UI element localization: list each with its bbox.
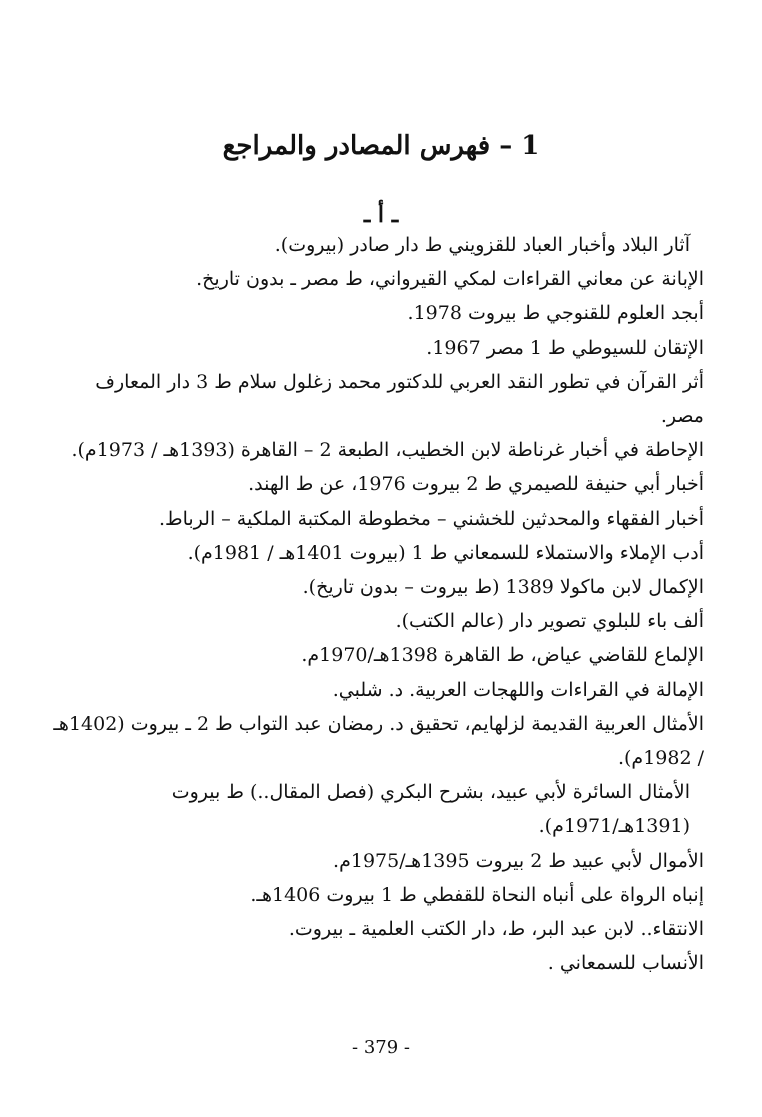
bibliography-entry: الإتقان للسيوطي ط 1 مصر 1967. — [426, 336, 704, 359]
page-title: 1 – فهرس المصادر والمراجع — [222, 131, 540, 161]
bibliography-entry: أثر القرآن في تطور النقد العربي للدكتور محمد زغلول سلام ط 3 دار المعارف مصر. — [95, 370, 704, 428]
bibliography-entry: الإكمال لابن ماكولا 1389 (ط بيروت – بدون تاريخ). — [302, 576, 704, 599]
page-number: - 379 - — [352, 1037, 410, 1058]
bibliography-entry: ألف باء للبلوي تصوير دار (عالم الكتب). — [395, 610, 704, 633]
bibliography-entry: أخبار الفقهاء والمحدثين للخشني – مخطوطة المكتبة الملكية – الرباط. — [158, 507, 704, 530]
section-letter-heading: ـ أ ـ — [363, 202, 399, 228]
bibliography-entry: أدب الإملاء والاستملاء للسمعاني ط 1 (بيروت 1401هـ / 1981م). — [187, 541, 704, 564]
bibliography-entry: الإبانة عن معاني القراءات لمكي القيرواني، ط مصر ـ بدون تاريخ. — [196, 268, 704, 291]
bibliography-entry: آثار البلاد وأخبار العباد للقزويني ط دار صادر (بيروت). — [274, 234, 690, 256]
bibliography-entry: الإمالة في القراءات واللهجات العربية. د. شلبي. — [332, 678, 704, 701]
bibliography-entry: الأمثال العربية القديمة لزلهايم، تحقيق د. رمضان عبد التواب ط 2 ـ بيروت (1402هـ / 1982م). — [53, 712, 704, 770]
bibliography-entry: أبجد العلوم للقنوجي ط بيروت 1978. — [407, 302, 704, 325]
bibliography-entry: الانتقاء.. لابن عبد البر، ط، دار الكتب العلمية ـ بيروت. — [288, 918, 704, 941]
bibliography-entry: الأموال لأبي عبيد ط 2 بيروت 1395هـ/1975م. — [333, 849, 704, 872]
bibliography-entry: الإحاطة في أخبار غرناطة لابن الخطيب، الطبعة 2 – القاهرة (1393هـ / 1973م). — [71, 439, 704, 462]
bibliography-entry: الأمثال السائرة لأبي عبيد، بشرح البكري (فصل المقال..) ط بيروت (1391هـ/1971م). — [171, 781, 690, 838]
bibliography-entry: الإلماع للقاضي عياض، ط القاهرة 1398هـ/1970م. — [301, 644, 704, 667]
bibliography-entry: أخبار أبي حنيفة للصيمري ط 2 بيروت 1976، عن ط الهند. — [248, 473, 704, 496]
bibliography-entry: الأنساب للسمعاني . — [547, 952, 704, 975]
bibliography-entry: إنباه الرواة على أنباه النحاة للقفطي ط 1 بيروت 1406هـ. — [250, 883, 704, 906]
bibliography-list — [52, 228, 704, 980]
